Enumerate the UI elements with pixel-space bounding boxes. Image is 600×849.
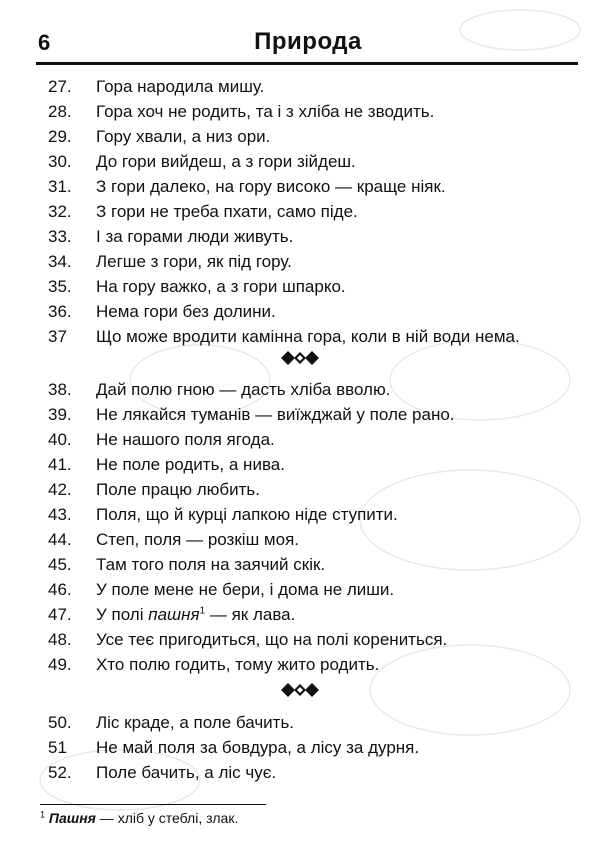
proverb-text: Не поле родить, а нива. <box>96 455 285 474</box>
proverb-number: 44. <box>48 530 72 549</box>
proverb-text: Ліс краде, а поле бачить. <box>96 713 295 732</box>
proverb-text: Там того поля на заячий скік. <box>96 555 326 574</box>
proverb-text: Легше з гори, як під гору. <box>96 252 292 271</box>
proverb-number: 50. <box>48 713 72 732</box>
proverb-text: Хто полю годить, тому жито родить. <box>96 655 380 674</box>
proverb-text: До гори вийдеш, а з гори зійдеш. <box>96 152 356 171</box>
diamond-ornament-icon <box>280 682 320 698</box>
proverb-item <box>0 552 600 578</box>
page-header <box>38 26 578 64</box>
proverb-item <box>0 249 600 275</box>
proverb-item <box>0 377 600 403</box>
proverb-number: 49. <box>48 655 72 674</box>
proverb-item <box>0 274 600 300</box>
proverb-item <box>0 452 600 478</box>
proverb-text: Усе теє пригодиться, що на полі корениться. <box>96 630 448 649</box>
proverb-text: У поле мене не бери, і дома не лиши. <box>96 580 395 599</box>
proverb-text: Що може вродити камінна гора, коли в ній води нема. <box>96 327 520 346</box>
proverb-item <box>0 149 600 175</box>
proverb-item <box>0 324 600 350</box>
footnoted-term: пашня <box>148 605 200 624</box>
proverb-number: 46. <box>48 580 72 599</box>
proverb-number: 36. <box>48 302 72 321</box>
proverb-item <box>0 527 600 553</box>
proverb-number: 39. <box>48 405 72 424</box>
proverb-text: Поле працю любить. <box>96 480 260 499</box>
proverb-number: 34. <box>48 252 72 271</box>
proverb-item <box>0 602 600 628</box>
proverb-item <box>0 502 600 528</box>
proverb-item <box>0 652 600 678</box>
proverb-number: 29. <box>48 127 72 146</box>
proverb-item <box>0 760 600 786</box>
proverb-text-start: У полі <box>96 605 149 624</box>
proverb-item <box>0 124 600 150</box>
proverb-item <box>0 427 600 453</box>
proverb-text: Нема гори без долини. <box>96 302 276 321</box>
footnote <box>40 810 238 826</box>
proverb-number: 38. <box>48 380 72 399</box>
proverb-number: 42. <box>48 480 72 499</box>
proverb-text: Дай полю гною — дасть хліба вволю. <box>96 380 391 399</box>
footnote-rule <box>40 804 266 805</box>
proverb-text: Поля, що й курці лапкою ніде ступити. <box>96 505 398 524</box>
proverb-number: 41. <box>48 455 72 474</box>
proverb-text: І за горами люди живуть. <box>96 227 294 246</box>
proverb-number: 47. <box>48 605 72 624</box>
proverb-number: 31. <box>48 177 72 196</box>
proverb-number: 27. <box>48 77 72 96</box>
proverb-number: 33. <box>48 227 72 246</box>
proverb-item <box>0 174 600 200</box>
proverb-item <box>0 627 600 653</box>
proverb-text: Не нашого поля ягода. <box>96 430 275 449</box>
proverb-text: З гори не треба пхати, само піде. <box>96 202 358 221</box>
section-divider-ornament <box>0 682 600 702</box>
proverb-number: 45. <box>48 555 72 574</box>
proverb-text: Гору хвали, а низ ори. <box>96 127 271 146</box>
footnote-marker: 1 <box>40 809 46 820</box>
proverb-item <box>0 299 600 325</box>
proverb-number: 37 <box>48 327 67 346</box>
page-title: Природа <box>254 28 362 55</box>
proverb-text: Гора хоч не родить, та і з хліба не зводить. <box>96 102 435 121</box>
footnote-definition: — хліб у стеблі, злак. <box>95 810 239 826</box>
proverb-item <box>0 735 600 761</box>
proverb-text: Степ, поля — розкіш моя. <box>96 530 299 549</box>
proverb-text: Не май поля за бовдура, а лісу за дурня. <box>96 738 420 757</box>
header-rule <box>36 62 578 65</box>
page-number: 6 <box>38 30 51 55</box>
proverb-item <box>0 199 600 225</box>
diamond-ornament-icon <box>280 350 320 366</box>
proverb-text: Поле бачить, а ліс чує. <box>96 763 277 782</box>
proverb-number: 30. <box>48 152 72 171</box>
proverb-item <box>0 710 600 736</box>
proverb-item <box>0 477 600 503</box>
proverb-item <box>0 224 600 250</box>
proverb-text: Не лякайся туманів — виїжджай у поле рано. <box>96 405 455 424</box>
proverb-item <box>0 99 600 125</box>
proverb-number: 48. <box>48 630 72 649</box>
proverb-item <box>0 402 600 428</box>
section-divider-ornament <box>0 350 600 370</box>
proverb-text: Гора народила мишу. <box>96 77 265 96</box>
proverb-number: 43. <box>48 505 72 524</box>
proverb-item <box>0 577 600 603</box>
proverb-number: 28. <box>48 102 72 121</box>
proverb-number: 40. <box>48 430 72 449</box>
proverb-text <box>96 602 295 628</box>
proverb-number: 52. <box>48 763 72 782</box>
proverb-number: 32. <box>48 202 72 221</box>
footnote-term: Пашня <box>48 810 96 826</box>
proverb-text-end: — як лава. <box>205 605 296 624</box>
proverb-text: З гори далеко, на гору високо — краще ніяк. <box>96 177 446 196</box>
proverb-item <box>0 74 600 100</box>
proverb-number: 51 <box>48 738 67 757</box>
footnote-marker[interactable]: 1 <box>199 605 206 617</box>
proverb-number: 35. <box>48 277 72 296</box>
proverb-text: На гору важко, а з гори шпарко. <box>96 277 346 296</box>
